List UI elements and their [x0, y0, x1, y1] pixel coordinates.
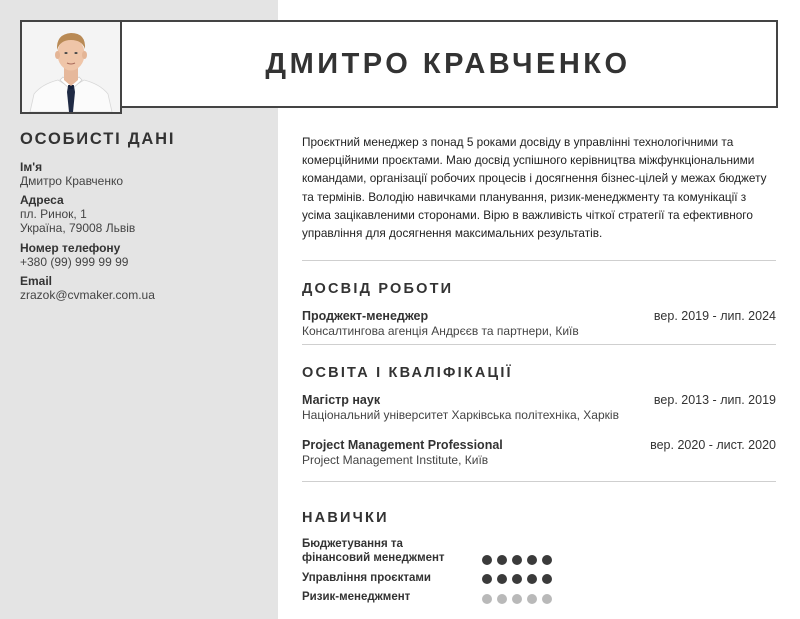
entry-title: Магістр наук — [302, 393, 381, 407]
experience-entry — [302, 309, 776, 338]
skill-dot-filled — [512, 555, 522, 565]
page-cutoff — [278, 606, 800, 619]
entry-dates: вер. 2020 - лист. 2020 — [650, 438, 776, 452]
name-header — [118, 20, 778, 108]
skill-level — [482, 574, 552, 584]
profile-photo — [20, 20, 122, 114]
skill-row — [302, 537, 602, 567]
divider — [302, 260, 776, 261]
address-label: Адреса — [20, 193, 64, 207]
entry-dates: вер. 2019 - лип. 2024 — [653, 309, 776, 323]
skill-dot-empty — [512, 594, 522, 604]
skill-dot-filled — [482, 574, 492, 584]
cut-off-divider — [302, 481, 776, 492]
skill-dot-filled — [542, 574, 552, 584]
skill-dot-filled — [542, 555, 552, 565]
entry-title: Project Management Professional — [302, 438, 503, 452]
skill-dot-filled — [527, 555, 537, 565]
skill-row — [302, 571, 602, 587]
phone-value: +380 (99) 999 99 99 — [20, 255, 129, 269]
name-label: Ім'я — [20, 160, 43, 174]
name-field — [20, 160, 270, 188]
skill-level — [482, 594, 552, 604]
entry-title: Проджект-менеджер — [302, 309, 429, 323]
experience-title: ДОСВІД РОБОТИ — [302, 281, 454, 297]
name-value: Дмитро Кравченко — [20, 174, 124, 188]
skill-dot-empty — [542, 594, 552, 604]
person-photo-icon — [22, 22, 120, 112]
divider — [302, 344, 776, 345]
personal-data-title: ОСОБИСТІ ДАНІ — [20, 130, 176, 148]
skill-level — [482, 555, 552, 565]
education-entry — [302, 438, 776, 467]
entry-org: Project Management Institute, Київ — [302, 453, 489, 467]
skills-title: НАВИЧКИ — [302, 510, 389, 526]
phone-field — [20, 241, 270, 269]
address-line-2: Україна, 79008 Львів — [20, 221, 136, 235]
skill-dot-empty — [482, 594, 492, 604]
entry-org: Національний університет Харківська політехніка, Харків — [302, 408, 619, 422]
skill-dot-filled — [497, 574, 507, 584]
education-entry — [302, 393, 776, 422]
entry-org: Консалтингова агенція Андрєєв та партнери, Київ — [302, 324, 579, 338]
phone-label: Номер телефону — [20, 241, 121, 255]
education-title: ОСВІТА І КВАЛІФІКАЦІЇ — [302, 365, 513, 381]
address-field — [20, 193, 270, 235]
email-field — [20, 274, 270, 302]
skill-name: Управління проєктами — [302, 572, 432, 584]
entry-dates: вер. 2013 - лип. 2019 — [653, 393, 776, 407]
email-label: Email — [20, 274, 53, 288]
skill-dot-empty — [497, 594, 507, 604]
person-name: ДМИТРО КРАВЧЕНКО — [265, 47, 631, 80]
skill-dot-empty — [527, 594, 537, 604]
skill-name: Ризик-менеджмент — [302, 591, 411, 603]
skill-row — [302, 590, 602, 606]
skill-dot-filled — [497, 555, 507, 565]
skill-dot-filled — [512, 574, 522, 584]
skill-dot-filled — [482, 555, 492, 565]
skill-name: Бюджетування та фінансовий менеджмент — [302, 538, 445, 564]
profile-summary: Проєктний менеджер з понад 5 роками досвіду в управлінні технологічними та комерційними проєктами. Маю досвід успішного керівництва міжфункціональними командами, організації робочих процесів і досягнення бізнес-цілей у межах бюджету та термінів. Володію навичками планування, ризик-менеджменту та комунікації з усіма зацікавленими сторонами. Вірю в важливість чіткої стратегії та ефективного управління для досягнення максимальних результатів. — [302, 135, 767, 241]
address-line-1: пл. Ринок, 1 — [20, 207, 87, 221]
email-value: zrazok@cvmaker.com.ua — [20, 288, 155, 302]
skill-dot-filled — [527, 574, 537, 584]
